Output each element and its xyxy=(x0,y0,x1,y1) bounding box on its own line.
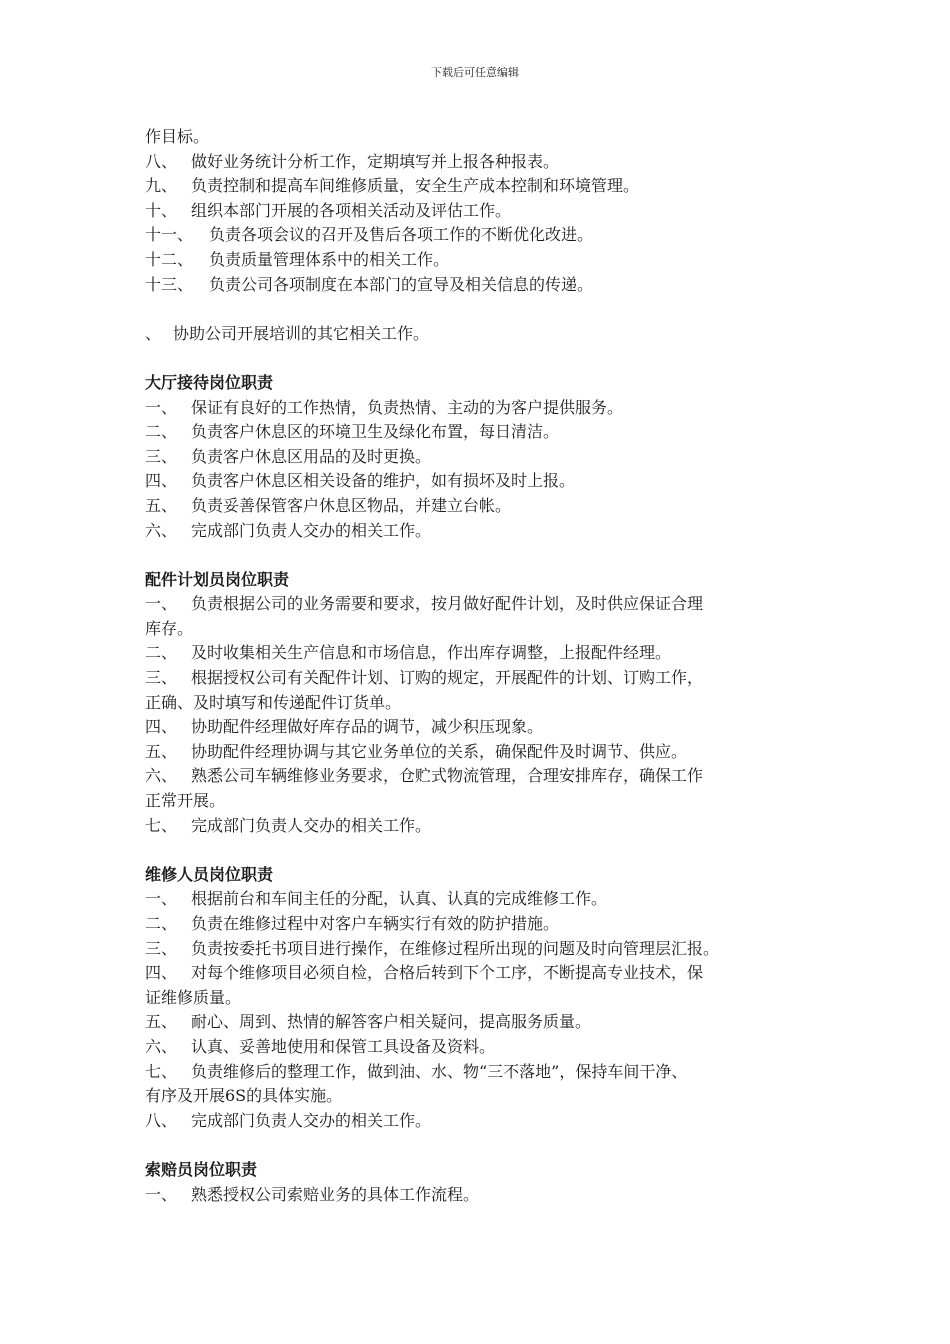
list-item xyxy=(145,592,835,617)
item-text: 协助公司开展培训的其它相关工作。 xyxy=(173,323,430,343)
item-text: 及时收集相关生产信息和市场信息，作出库存调整，上报配件经理。 xyxy=(191,643,672,663)
item-text: 完成部门负责人交办的相关工作。 xyxy=(191,1110,432,1130)
item-number: 五、 xyxy=(145,495,178,515)
item-number: 五、 xyxy=(145,741,178,761)
item-text: 根据授权公司有关配件计划、订购的规定，开展配件的计划、订购工作， xyxy=(191,668,704,688)
continuation-line: 有序及开展6S的具体实施。 xyxy=(145,1086,343,1106)
continuation-line: 正常开展。 xyxy=(145,791,226,811)
continuation-line: 库存。 xyxy=(145,618,194,638)
paragraph-gap xyxy=(145,838,835,863)
list-item xyxy=(145,937,835,962)
item-text: 负责各项会议的召开及售后各项工作的不断优化改进。 xyxy=(209,225,594,245)
item-number: 一、 xyxy=(145,1184,178,1204)
item-number: 七、 xyxy=(145,815,178,835)
list-item xyxy=(145,764,835,789)
item-number: 四、 xyxy=(145,963,178,983)
item-text: 协助配件经理协调与其它业务单位的关系，确保配件及时调节、供应。 xyxy=(191,741,688,761)
list-item xyxy=(145,912,835,937)
list-item xyxy=(145,494,835,519)
item-number: 四、 xyxy=(145,717,178,737)
list-item xyxy=(145,396,835,421)
item-text: 负责在维修过程中对客户车辆实行有效的防护措施。 xyxy=(191,914,560,933)
list-item xyxy=(145,1109,835,1134)
list-item xyxy=(145,740,835,765)
item-text: 负责控制和提高车间维修质量，安全生产成本控制和环境管理。 xyxy=(191,176,640,196)
list-item xyxy=(145,641,835,666)
list-item xyxy=(145,199,835,224)
section-heading: 大厅接待岗位职责 xyxy=(145,372,274,392)
item-number: 、 xyxy=(145,323,162,343)
list-item xyxy=(145,1183,835,1208)
list-item xyxy=(145,887,835,912)
item-text: 根据前台和车间主任的分配，认真、认真的完成维修工作。 xyxy=(191,889,608,909)
list-item xyxy=(145,420,835,445)
paragraph-gap xyxy=(145,543,835,568)
list-item xyxy=(145,322,835,347)
continuation-line: 作目标。 xyxy=(145,127,210,146)
item-text: 耐心、周到、热情的解答客户相关疑问，提高服务质量。 xyxy=(191,1012,592,1032)
continuation-line: 证维修质量。 xyxy=(145,987,242,1007)
item-number: 二、 xyxy=(145,643,178,663)
item-text: 负责质量管理体系中的相关工作。 xyxy=(209,249,450,269)
item-text: 完成部门负责人交办的相关工作。 xyxy=(191,815,432,835)
item-text: 负责维修后的整理工作，做到油、水、物“三不落地”，保持车间干净、 xyxy=(191,1061,688,1081)
item-text: 负责根据公司的业务需要和要求，按月做好配件计划，及时供应保证合理 xyxy=(191,594,704,614)
list-item xyxy=(145,469,835,494)
item-text: 做好业务统计分析工作，定期填写并上报各种报表。 xyxy=(191,151,560,171)
item-text: 组织本部门开展的各项相关活动及评估工作。 xyxy=(191,200,512,220)
item-number: 六、 xyxy=(145,520,178,540)
item-number: 六、 xyxy=(145,766,178,786)
item-text: 负责客户休息区用品的及时更换。 xyxy=(191,446,432,466)
item-number: 一、 xyxy=(145,594,178,614)
item-text: 负责妥善保管客户休息区物品，并建立台帐。 xyxy=(191,495,512,515)
item-number: 七、 xyxy=(145,1061,178,1081)
item-number: 二、 xyxy=(145,422,178,442)
item-number: 十三、 xyxy=(145,274,194,294)
item-number: 九、 xyxy=(145,176,178,196)
list-item xyxy=(145,961,835,986)
list-item xyxy=(145,223,835,248)
item-number: 六、 xyxy=(145,1036,178,1056)
item-number: 一、 xyxy=(145,397,178,417)
item-text: 协助配件经理做好库存品的调节，减少积压现象。 xyxy=(191,717,544,737)
item-number: 一、 xyxy=(145,889,178,909)
paragraph-gap xyxy=(145,297,835,322)
item-text: 对每个维修项目必须自检，合格后转到下个工序，不断提高专业技术，保 xyxy=(191,963,704,983)
list-item xyxy=(145,150,835,175)
list-item xyxy=(145,814,835,839)
list-item xyxy=(145,1060,835,1085)
list-item xyxy=(145,445,835,470)
document-body xyxy=(145,125,835,1207)
item-number: 十二、 xyxy=(145,249,194,269)
paragraph-gap xyxy=(145,346,835,371)
item-number: 四、 xyxy=(145,471,178,491)
item-text: 负责客户休息区的环境卫生及绿化布置，每日清洁。 xyxy=(191,422,560,442)
item-number: 五、 xyxy=(145,1012,178,1032)
continuation-line: 正确、及时填写和传递配件订货单。 xyxy=(145,692,402,712)
list-item xyxy=(145,715,835,740)
item-number: 三、 xyxy=(145,668,178,688)
list-item xyxy=(145,519,835,544)
list-item xyxy=(145,248,835,273)
item-number: 十、 xyxy=(145,200,178,220)
item-text: 熟悉公司车辆维修业务要求，仓贮式物流管理，合理安排库存，确保工作 xyxy=(191,766,704,786)
list-item xyxy=(145,666,835,691)
paragraph-gap xyxy=(145,1133,835,1158)
page-header: 下载后可任意编辑 xyxy=(431,66,519,79)
item-text: 保证有良好的工作热情，负责热情、主动的为客户提供服务。 xyxy=(191,397,624,417)
item-number: 三、 xyxy=(145,938,178,958)
item-number: 八、 xyxy=(145,151,178,171)
list-item xyxy=(145,1010,835,1035)
item-text: 负责公司各项制度在本部门的宣导及相关信息的传递。 xyxy=(209,274,594,294)
item-text: 认真、妥善地使用和保管工具设备及资料。 xyxy=(191,1036,496,1056)
item-number: 十一、 xyxy=(145,225,194,245)
item-number: 三、 xyxy=(145,446,178,466)
list-item xyxy=(145,1035,835,1060)
list-item xyxy=(145,273,835,298)
section-heading: 配件计划员岗位职责 xyxy=(145,569,290,589)
item-text: 负责按委托书项目进行操作，在维修过程所出现的问题及时向管理层汇报。 xyxy=(191,938,720,958)
list-item xyxy=(145,174,835,199)
item-text: 负责客户休息区相关设备的维护，如有损坏及时上报。 xyxy=(191,471,576,491)
section-heading: 索赔员岗位职责 xyxy=(145,1159,258,1179)
item-text: 熟悉授权公司索赔业务的具体工作流程。 xyxy=(191,1184,480,1204)
section-heading: 维修人员岗位职责 xyxy=(145,864,274,884)
item-text: 完成部门负责人交办的相关工作。 xyxy=(191,520,432,540)
item-number: 二、 xyxy=(145,914,178,933)
item-number: 八、 xyxy=(145,1110,178,1130)
